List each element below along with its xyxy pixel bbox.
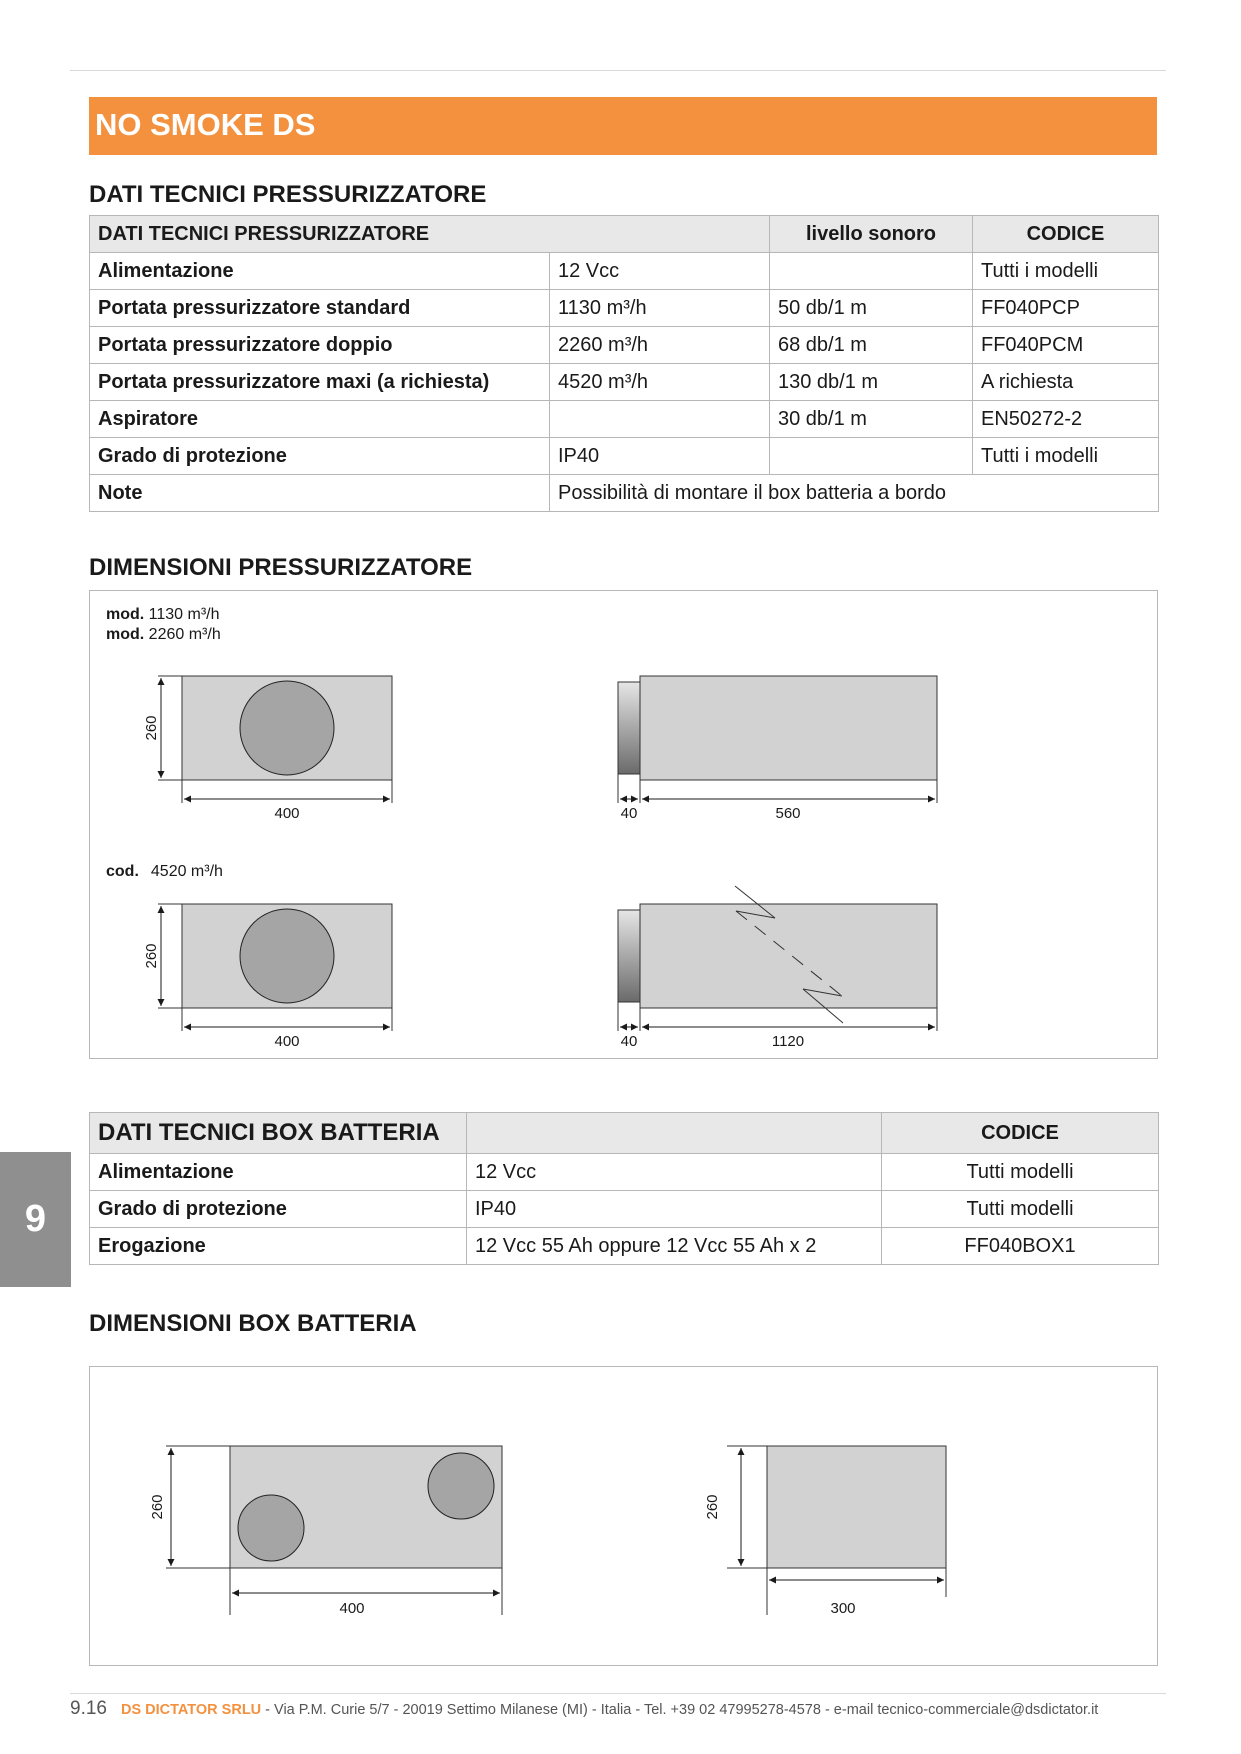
tech-table (89, 215, 1159, 512)
dim-length-std: 560 (775, 805, 801, 822)
battery-table-header-row (90, 1113, 1159, 1154)
tech-header-col1: DATI TECNICI PRESSURIZZATORE (90, 216, 770, 253)
row-sound: 130 db/1 m (770, 364, 973, 401)
page-number: 9.16 (70, 1698, 107, 1719)
footer (70, 1698, 1170, 1720)
tech-table-header-row (90, 216, 1159, 253)
svg-text:cod.4520 m³/h (106, 863, 223, 880)
table-row (90, 327, 1159, 364)
cod-label: cod. (106, 863, 139, 880)
row-value: IP40 (467, 1191, 882, 1228)
row-value: 12 Vcc (467, 1154, 882, 1191)
row-sound: 50 db/1 m (770, 290, 973, 327)
battery-dim-depth: 300 (830, 1600, 856, 1617)
row-label: Alimentazione (90, 253, 550, 290)
battery-dim-height-1: 260 (149, 1494, 166, 1520)
row-code: EN50272-2 (973, 401, 1159, 438)
row-code: Tutti i modelli (973, 253, 1159, 290)
row-code: Tutti modelli (882, 1191, 1159, 1228)
table-row-note (90, 475, 1159, 512)
row-value: 12 Vcc (550, 253, 770, 290)
mod-label-2: mod. (106, 626, 145, 643)
table-row (90, 253, 1159, 290)
row-sound: 30 db/1 m (770, 401, 973, 438)
battery-diagram-box (89, 1366, 1158, 1666)
row-code: FF040PCP (973, 290, 1159, 327)
table-row (90, 1228, 1159, 1265)
row-label: Alimentazione (90, 1154, 467, 1191)
cod-value: 4520 m³/h (150, 863, 223, 880)
row-code: FF040BOX1 (882, 1228, 1159, 1265)
side-view-maxi (618, 886, 937, 1050)
row-sound (770, 438, 973, 475)
chapter-tab (0, 1152, 71, 1287)
table-row (90, 364, 1159, 401)
note-value: Possibilità di montare il box batteria a bordo (550, 475, 1159, 512)
battery-header-col1: DATI TECNICI BOX BATTERIA (90, 1113, 467, 1154)
company-name: DS DICTATOR SRLU (120, 1702, 262, 1718)
dim-section-title: DIMENSIONI PRESSURIZZATORE (89, 554, 473, 581)
dim-length-maxi: 1120 (771, 1033, 805, 1050)
bottom-rule (70, 1693, 1166, 1694)
chapter-number: 9 (24, 1198, 47, 1240)
tech-header-col3: CODICE (973, 216, 1159, 253)
tech-section-title: DATI TECNICI PRESSURIZZATORE (89, 181, 487, 208)
battery-diagram (90, 1367, 1157, 1665)
svg-text:mod. 2260 m³/h (106, 626, 221, 643)
row-label: Portata pressurizzatore maxi (a richiesta) (90, 364, 550, 401)
battery-front-view (149, 1446, 502, 1617)
row-label: Aspiratore (90, 401, 550, 438)
row-sound: 68 db/1 m (770, 327, 973, 364)
row-sound (770, 253, 973, 290)
front-view-maxi (143, 904, 392, 1050)
row-value: 2260 m³/h (550, 327, 770, 364)
side-view-std (618, 676, 937, 822)
row-label: Portata pressurizzatore doppio (90, 327, 550, 364)
battery-dim-width: 400 (339, 1600, 365, 1617)
row-value: IP40 (550, 438, 770, 475)
table-row (90, 1191, 1159, 1228)
dim-flange-2: 40 (620, 1033, 638, 1050)
note-label: Note (90, 475, 550, 512)
front-view-std (143, 676, 392, 822)
pressurizer-diagram (90, 591, 1157, 1058)
dim-height-2: 260 (143, 943, 160, 969)
dim-width-1: 400 (274, 805, 300, 822)
table-row (90, 290, 1159, 327)
page-title: NO SMOKE DS (95, 107, 316, 142)
table-row (90, 438, 1159, 475)
tech-header-col2: livello sonoro (770, 216, 973, 253)
pressurizer-diagram-box (89, 590, 1158, 1059)
battery-dim-section-title: DIMENSIONI BOX BATTERIA (89, 1310, 417, 1337)
row-label: Erogazione (90, 1228, 467, 1265)
row-code: FF040PCM (973, 327, 1159, 364)
table-row (90, 1154, 1159, 1191)
battery-dim-height-2: 260 (704, 1494, 721, 1520)
row-value: 12 Vcc 55 Ah oppure 12 Vcc 55 Ah x 2 (467, 1228, 882, 1265)
row-code: Tutti i modelli (973, 438, 1159, 475)
company-address: - Via P.M. Curie 5/7 - 20019 Settimo Milanese (MI) - Italia - Tel. +39 02 47995278-4578 - e-mail tecnico-commerciale@dsdictator.it (261, 1702, 1099, 1718)
row-code: Tutti modelli (882, 1154, 1159, 1191)
row-label: Portata pressurizzatore standard (90, 290, 550, 327)
battery-header-col2 (467, 1113, 882, 1154)
battery-header-col3: CODICE (882, 1113, 1159, 1154)
mod-label-1: mod. (106, 606, 145, 623)
row-label: Grado di protezione (90, 1191, 467, 1228)
row-value: 1130 m³/h (550, 290, 770, 327)
battery-side-view (704, 1446, 946, 1617)
dim-height-1: 260 (143, 715, 160, 741)
row-label: Grado di protezione (90, 438, 550, 475)
dim-width-2: 400 (274, 1033, 300, 1050)
title-banner (89, 97, 1157, 155)
row-code: A richiesta (973, 364, 1159, 401)
mod-value-2: 2260 m³/h (148, 626, 221, 643)
row-value (550, 401, 770, 438)
svg-text:mod. 1130 m³/h (106, 606, 220, 623)
dim-flange-1: 40 (620, 805, 638, 822)
top-rule (70, 70, 1166, 71)
row-value: 4520 m³/h (550, 364, 770, 401)
table-row (90, 401, 1159, 438)
battery-table (89, 1112, 1159, 1265)
mod-value-1: 1130 m³/h (148, 606, 220, 623)
